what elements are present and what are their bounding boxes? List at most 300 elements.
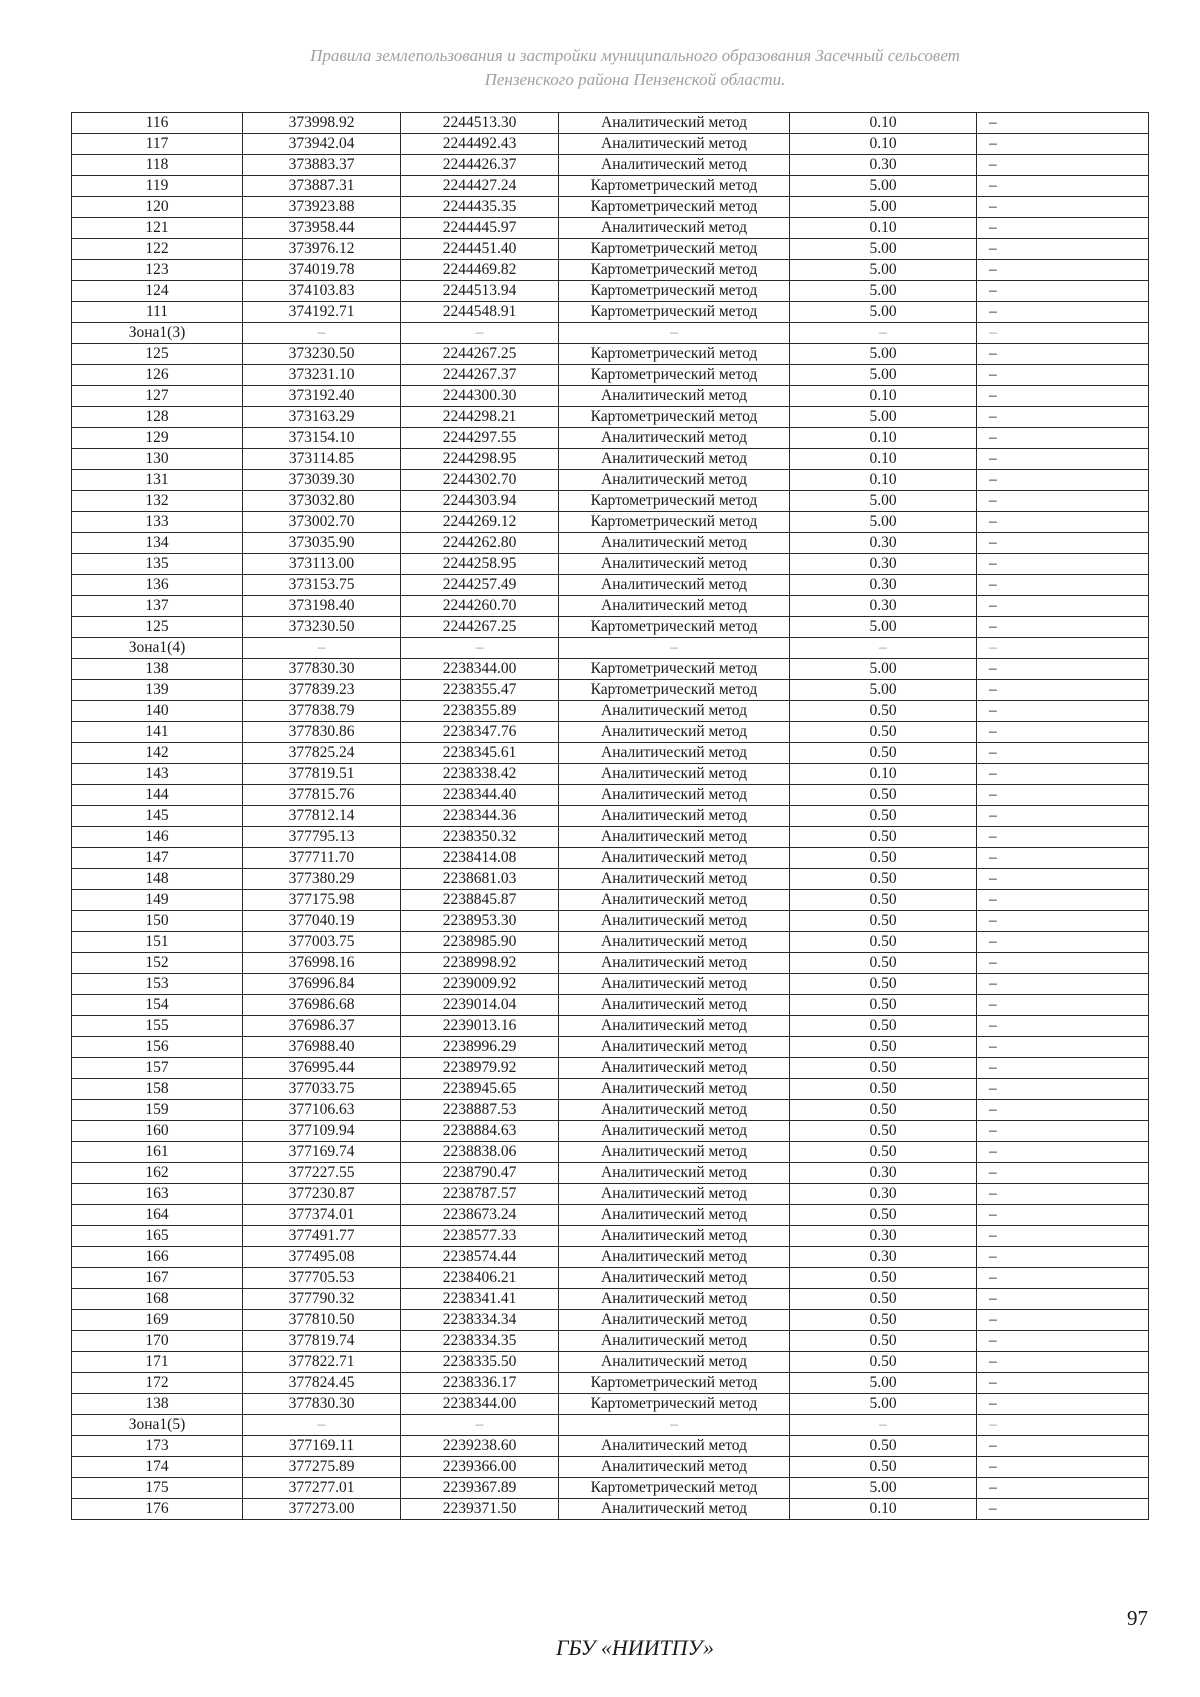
method-cell: Аналитический метод <box>559 1058 790 1079</box>
table-row <box>72 176 1149 197</box>
description-cell: – <box>977 1016 1149 1037</box>
table-row <box>72 344 1149 365</box>
x-coordinate-cell: 377810.50 <box>243 1310 401 1331</box>
accuracy-cell: 0.30 <box>790 1226 977 1247</box>
point-number-cell: 118 <box>72 155 243 176</box>
y-coordinate-cell: 2244258.95 <box>401 554 559 575</box>
point-number-cell: 164 <box>72 1205 243 1226</box>
description-cell: – <box>977 764 1149 785</box>
method-cell: Аналитический метод <box>559 722 790 743</box>
y-coordinate-cell: 2238334.35 <box>401 1331 559 1352</box>
x-coordinate-cell: 373192.40 <box>243 386 401 407</box>
description-cell: – <box>977 113 1149 134</box>
x-coordinate-cell: 373883.37 <box>243 155 401 176</box>
table-row <box>72 1436 1149 1457</box>
x-coordinate-cell: 373887.31 <box>243 176 401 197</box>
x-coordinate-cell: 377795.13 <box>243 827 401 848</box>
point-number-cell: 153 <box>72 974 243 995</box>
table-row <box>72 1037 1149 1058</box>
y-coordinate-cell: 2238787.57 <box>401 1184 559 1205</box>
y-coordinate-cell: – <box>401 323 559 344</box>
accuracy-cell: 0.50 <box>790 1205 977 1226</box>
description-cell: – <box>977 953 1149 974</box>
method-cell: Картометрический метод <box>559 491 790 512</box>
table-row <box>72 995 1149 1016</box>
description-cell: – <box>977 554 1149 575</box>
x-coordinate-cell: 373923.88 <box>243 197 401 218</box>
x-coordinate-cell: 373114.85 <box>243 449 401 470</box>
accuracy-cell: 0.50 <box>790 953 977 974</box>
table-row <box>72 1100 1149 1121</box>
y-coordinate-cell: 2244302.70 <box>401 470 559 491</box>
point-number-cell: 127 <box>72 386 243 407</box>
method-cell: Аналитический метод <box>559 218 790 239</box>
point-number-cell: 122 <box>72 239 243 260</box>
method-cell: Аналитический метод <box>559 1310 790 1331</box>
x-coordinate-cell: – <box>243 323 401 344</box>
table-row <box>72 1331 1149 1352</box>
x-coordinate-cell: 377491.77 <box>243 1226 401 1247</box>
table-row <box>72 659 1149 680</box>
description-cell: – <box>977 659 1149 680</box>
table-row <box>72 575 1149 596</box>
description-cell: – <box>977 1184 1149 1205</box>
description-cell: – <box>977 197 1149 218</box>
table-row <box>72 470 1149 491</box>
table-row <box>72 1247 1149 1268</box>
table-row <box>72 134 1149 155</box>
y-coordinate-cell: 2244435.35 <box>401 197 559 218</box>
accuracy-cell: 0.30 <box>790 554 977 575</box>
accuracy-cell: 0.50 <box>790 1079 977 1100</box>
method-cell: Картометрический метод <box>559 512 790 533</box>
y-coordinate-cell: 2238355.47 <box>401 680 559 701</box>
description-cell: – <box>977 1499 1149 1520</box>
accuracy-cell: 0.10 <box>790 134 977 155</box>
point-number-cell: 143 <box>72 764 243 785</box>
x-coordinate-cell: 377169.74 <box>243 1142 401 1163</box>
x-coordinate-cell: 377040.19 <box>243 911 401 932</box>
point-number-cell: 135 <box>72 554 243 575</box>
zone-header-row <box>72 323 1149 344</box>
point-number-cell: 158 <box>72 1079 243 1100</box>
accuracy-cell: 0.50 <box>790 1100 977 1121</box>
accuracy-cell: – <box>790 323 977 344</box>
y-coordinate-cell: 2244267.37 <box>401 365 559 386</box>
table-row <box>72 848 1149 869</box>
description-cell: – <box>977 155 1149 176</box>
point-number-cell: 149 <box>72 890 243 911</box>
accuracy-cell: 5.00 <box>790 344 977 365</box>
description-cell: – <box>977 701 1149 722</box>
description-cell: – <box>977 1079 1149 1100</box>
description-cell: – <box>977 1331 1149 1352</box>
description-cell: – <box>977 890 1149 911</box>
accuracy-cell: 0.10 <box>790 386 977 407</box>
document-footer: ГБУ «НИИТПУ» <box>555 1635 715 1660</box>
y-coordinate-cell: 2244300.30 <box>401 386 559 407</box>
point-number-cell: 133 <box>72 512 243 533</box>
y-coordinate-cell: 2244298.95 <box>401 449 559 470</box>
accuracy-cell: 0.50 <box>790 701 977 722</box>
point-number-cell: 161 <box>72 1142 243 1163</box>
point-number-cell: 124 <box>72 281 243 302</box>
point-number-cell: 162 <box>72 1163 243 1184</box>
method-cell: Аналитический метод <box>559 134 790 155</box>
coordinates-table-body <box>72 113 1149 1520</box>
point-number-cell: 128 <box>72 407 243 428</box>
method-cell: Аналитический метод <box>559 1205 790 1226</box>
table-row <box>72 302 1149 323</box>
point-number-cell: 150 <box>72 911 243 932</box>
method-cell: Картометрический метод <box>559 344 790 365</box>
accuracy-cell: 0.30 <box>790 155 977 176</box>
point-number-cell: 169 <box>72 1310 243 1331</box>
table-row <box>72 239 1149 260</box>
accuracy-cell: 0.50 <box>790 785 977 806</box>
x-coordinate-cell: 374019.78 <box>243 260 401 281</box>
method-cell: Аналитический метод <box>559 995 790 1016</box>
x-coordinate-cell: 373942.04 <box>243 134 401 155</box>
point-number-cell: 173 <box>72 1436 243 1457</box>
method-cell: Аналитический метод <box>559 953 790 974</box>
accuracy-cell: 0.10 <box>790 218 977 239</box>
x-coordinate-cell: 377169.11 <box>243 1436 401 1457</box>
y-coordinate-cell: 2244513.30 <box>401 113 559 134</box>
point-number-cell: 144 <box>72 785 243 806</box>
point-number-cell: 159 <box>72 1100 243 1121</box>
description-cell: – <box>977 785 1149 806</box>
description-cell: – <box>977 1121 1149 1142</box>
description-cell: – <box>977 932 1149 953</box>
y-coordinate-cell: 2244469.82 <box>401 260 559 281</box>
method-cell: – <box>559 1415 790 1436</box>
x-coordinate-cell: 377815.76 <box>243 785 401 806</box>
accuracy-cell: 0.50 <box>790 1121 977 1142</box>
table-row <box>72 365 1149 386</box>
description-cell: – <box>977 260 1149 281</box>
method-cell: Аналитический метод <box>559 1100 790 1121</box>
y-coordinate-cell: 2239367.89 <box>401 1478 559 1499</box>
description-cell: – <box>977 239 1149 260</box>
point-number-cell: Зона1(5) <box>72 1415 243 1436</box>
x-coordinate-cell: 373154.10 <box>243 428 401 449</box>
accuracy-cell: 5.00 <box>790 617 977 638</box>
table-row <box>72 1394 1149 1415</box>
table-row <box>72 1373 1149 1394</box>
method-cell: Аналитический метод <box>559 1247 790 1268</box>
y-coordinate-cell: 2239238.60 <box>401 1436 559 1457</box>
x-coordinate-cell: 376995.44 <box>243 1058 401 1079</box>
method-cell: Аналитический метод <box>559 1289 790 1310</box>
accuracy-cell: 0.30 <box>790 596 977 617</box>
y-coordinate-cell: 2239009.92 <box>401 974 559 995</box>
point-number-cell: 139 <box>72 680 243 701</box>
x-coordinate-cell: 377819.74 <box>243 1331 401 1352</box>
y-coordinate-cell: 2244260.70 <box>401 596 559 617</box>
description-cell: – <box>977 428 1149 449</box>
point-number-cell: 165 <box>72 1226 243 1247</box>
description-cell: – <box>977 722 1149 743</box>
y-coordinate-cell: 2238574.44 <box>401 1247 559 1268</box>
accuracy-cell: 0.50 <box>790 1289 977 1310</box>
table-row <box>72 386 1149 407</box>
x-coordinate-cell: 377003.75 <box>243 932 401 953</box>
description-cell: – <box>977 1373 1149 1394</box>
method-cell: Аналитический метод <box>559 1142 790 1163</box>
point-number-cell: 140 <box>72 701 243 722</box>
description-cell: – <box>977 407 1149 428</box>
x-coordinate-cell: 373976.12 <box>243 239 401 260</box>
accuracy-cell: 0.10 <box>790 1499 977 1520</box>
table-row <box>72 218 1149 239</box>
table-row <box>72 911 1149 932</box>
y-coordinate-cell: 2244303.94 <box>401 491 559 512</box>
point-number-cell: 116 <box>72 113 243 134</box>
description-cell: – <box>977 1268 1149 1289</box>
y-coordinate-cell: 2238985.90 <box>401 932 559 953</box>
y-coordinate-cell: 2239014.04 <box>401 995 559 1016</box>
y-coordinate-cell: 2244257.49 <box>401 575 559 596</box>
point-number-cell: 172 <box>72 1373 243 1394</box>
point-number-cell: 155 <box>72 1016 243 1037</box>
point-number-cell: 119 <box>72 176 243 197</box>
coordinates-table <box>71 112 1149 1520</box>
y-coordinate-cell: 2244492.43 <box>401 134 559 155</box>
y-coordinate-cell: 2239013.16 <box>401 1016 559 1037</box>
description-cell: – <box>977 1205 1149 1226</box>
x-coordinate-cell: 377033.75 <box>243 1079 401 1100</box>
y-coordinate-cell: 2238979.92 <box>401 1058 559 1079</box>
x-coordinate-cell: 377830.30 <box>243 659 401 680</box>
header-line-1: Правила землепользования и застройки муниципального образования Засечный сельсовет <box>310 46 960 65</box>
table-row <box>72 743 1149 764</box>
y-coordinate-cell: 2244262.80 <box>401 533 559 554</box>
x-coordinate-cell: 377380.29 <box>243 869 401 890</box>
point-number-cell: 147 <box>72 848 243 869</box>
y-coordinate-cell: 2238344.40 <box>401 785 559 806</box>
accuracy-cell: 0.50 <box>790 1457 977 1478</box>
description-cell: – <box>977 638 1149 659</box>
table-row <box>72 554 1149 575</box>
method-cell: Аналитический метод <box>559 470 790 491</box>
description-cell: – <box>977 491 1149 512</box>
description-cell: – <box>977 1415 1149 1436</box>
method-cell: Аналитический метод <box>559 386 790 407</box>
y-coordinate-cell: 2238344.36 <box>401 806 559 827</box>
accuracy-cell: 0.50 <box>790 1310 977 1331</box>
method-cell: Аналитический метод <box>559 932 790 953</box>
description-cell: – <box>977 1352 1149 1373</box>
point-number-cell: 152 <box>72 953 243 974</box>
table-row <box>72 1058 1149 1079</box>
table-row <box>72 533 1149 554</box>
y-coordinate-cell: 2244297.55 <box>401 428 559 449</box>
method-cell: Картометрический метод <box>559 1478 790 1499</box>
accuracy-cell: 5.00 <box>790 1394 977 1415</box>
y-coordinate-cell: 2238347.76 <box>401 722 559 743</box>
x-coordinate-cell: 377839.23 <box>243 680 401 701</box>
method-cell: Аналитический метод <box>559 1016 790 1037</box>
description-cell: – <box>977 974 1149 995</box>
y-coordinate-cell: 2239366.00 <box>401 1457 559 1478</box>
description-cell: – <box>977 386 1149 407</box>
y-coordinate-cell: 2244427.24 <box>401 176 559 197</box>
accuracy-cell: 5.00 <box>790 281 977 302</box>
y-coordinate-cell: 2238845.87 <box>401 890 559 911</box>
point-number-cell: 167 <box>72 1268 243 1289</box>
x-coordinate-cell: 373198.40 <box>243 596 401 617</box>
point-number-cell: 146 <box>72 827 243 848</box>
y-coordinate-cell: 2244513.94 <box>401 281 559 302</box>
x-coordinate-cell: 377819.51 <box>243 764 401 785</box>
accuracy-cell: 5.00 <box>790 512 977 533</box>
point-number-cell: 141 <box>72 722 243 743</box>
description-cell: – <box>977 1142 1149 1163</box>
accuracy-cell: 0.50 <box>790 869 977 890</box>
method-cell: Картометрический метод <box>559 617 790 638</box>
description-cell: – <box>977 176 1149 197</box>
point-number-cell: 131 <box>72 470 243 491</box>
point-number-cell: 123 <box>72 260 243 281</box>
description-cell: – <box>977 344 1149 365</box>
method-cell: Аналитический метод <box>559 1121 790 1142</box>
method-cell: Аналитический метод <box>559 827 790 848</box>
x-coordinate-cell: 373032.80 <box>243 491 401 512</box>
zone-header-row <box>72 1415 1149 1436</box>
x-coordinate-cell: 377838.79 <box>243 701 401 722</box>
table-row <box>72 1457 1149 1478</box>
description-cell: – <box>977 1289 1149 1310</box>
accuracy-cell: 0.10 <box>790 113 977 134</box>
accuracy-cell: 5.00 <box>790 260 977 281</box>
table-row <box>72 197 1149 218</box>
accuracy-cell: 0.10 <box>790 470 977 491</box>
method-cell: Аналитический метод <box>559 596 790 617</box>
x-coordinate-cell: 377830.86 <box>243 722 401 743</box>
accuracy-cell: 0.50 <box>790 1331 977 1352</box>
description-cell: – <box>977 806 1149 827</box>
description-cell: – <box>977 680 1149 701</box>
table-row <box>72 806 1149 827</box>
method-cell: – <box>559 323 790 344</box>
accuracy-cell: 5.00 <box>790 407 977 428</box>
description-cell: – <box>977 470 1149 491</box>
x-coordinate-cell: 373998.92 <box>243 113 401 134</box>
x-coordinate-cell: 373035.90 <box>243 533 401 554</box>
method-cell: Аналитический метод <box>559 1163 790 1184</box>
y-coordinate-cell: 2238335.50 <box>401 1352 559 1373</box>
description-cell: – <box>977 743 1149 764</box>
y-coordinate-cell: 2238887.53 <box>401 1100 559 1121</box>
y-coordinate-cell: 2238336.17 <box>401 1373 559 1394</box>
y-coordinate-cell: 2238350.32 <box>401 827 559 848</box>
accuracy-cell: 0.50 <box>790 1016 977 1037</box>
x-coordinate-cell: 377277.01 <box>243 1478 401 1499</box>
accuracy-cell: 0.30 <box>790 575 977 596</box>
description-cell: – <box>977 575 1149 596</box>
method-cell: Аналитический метод <box>559 974 790 995</box>
method-cell: Аналитический метод <box>559 785 790 806</box>
table-row <box>72 596 1149 617</box>
x-coordinate-cell: 377273.00 <box>243 1499 401 1520</box>
accuracy-cell: 0.50 <box>790 806 977 827</box>
x-coordinate-cell: 377824.45 <box>243 1373 401 1394</box>
description-cell: – <box>977 1100 1149 1121</box>
description-cell: – <box>977 1226 1149 1247</box>
point-number-cell: 130 <box>72 449 243 470</box>
x-coordinate-cell: 377106.63 <box>243 1100 401 1121</box>
table-row <box>72 1121 1149 1142</box>
x-coordinate-cell: 377705.53 <box>243 1268 401 1289</box>
description-cell: – <box>977 596 1149 617</box>
table-row <box>72 1352 1149 1373</box>
table-row <box>72 407 1149 428</box>
point-number-cell: 175 <box>72 1478 243 1499</box>
x-coordinate-cell: 376988.40 <box>243 1037 401 1058</box>
method-cell: Аналитический метод <box>559 428 790 449</box>
x-coordinate-cell: 377812.14 <box>243 806 401 827</box>
method-cell: Аналитический метод <box>559 1457 790 1478</box>
point-number-cell: 168 <box>72 1289 243 1310</box>
table-row <box>72 1226 1149 1247</box>
description-cell: – <box>977 449 1149 470</box>
x-coordinate-cell: 373153.75 <box>243 575 401 596</box>
method-cell: Аналитический метод <box>559 1037 790 1058</box>
y-coordinate-cell: 2238790.47 <box>401 1163 559 1184</box>
accuracy-cell: 0.50 <box>790 722 977 743</box>
point-number-cell: 176 <box>72 1499 243 1520</box>
table-row <box>72 890 1149 911</box>
method-cell: Аналитический метод <box>559 575 790 596</box>
y-coordinate-cell: 2238998.92 <box>401 953 559 974</box>
y-coordinate-cell: 2244548.91 <box>401 302 559 323</box>
x-coordinate-cell: 373230.50 <box>243 344 401 365</box>
x-coordinate-cell: 377790.32 <box>243 1289 401 1310</box>
method-cell: Аналитический метод <box>559 848 790 869</box>
y-coordinate-cell: 2238344.00 <box>401 1394 559 1415</box>
table-row <box>72 764 1149 785</box>
table-row <box>72 155 1149 176</box>
description-cell: – <box>977 1058 1149 1079</box>
table-row <box>72 281 1149 302</box>
table-row <box>72 1163 1149 1184</box>
accuracy-cell: – <box>790 1415 977 1436</box>
table-row <box>72 1478 1149 1499</box>
description-cell: – <box>977 911 1149 932</box>
point-number-cell: Зона1(4) <box>72 638 243 659</box>
table-row <box>72 680 1149 701</box>
description-cell: – <box>977 1478 1149 1499</box>
description-cell: – <box>977 1394 1149 1415</box>
method-cell: Картометрический метод <box>559 176 790 197</box>
point-number-cell: 138 <box>72 1394 243 1415</box>
x-coordinate-cell: 377109.94 <box>243 1121 401 1142</box>
point-number-cell: 156 <box>72 1037 243 1058</box>
point-number-cell: 170 <box>72 1331 243 1352</box>
accuracy-cell: 0.30 <box>790 1184 977 1205</box>
accuracy-cell: 0.10 <box>790 449 977 470</box>
y-coordinate-cell: – <box>401 1415 559 1436</box>
x-coordinate-cell: 377227.55 <box>243 1163 401 1184</box>
y-coordinate-cell: – <box>401 638 559 659</box>
method-cell: Аналитический метод <box>559 113 790 134</box>
point-number-cell: 166 <box>72 1247 243 1268</box>
x-coordinate-cell: 377275.89 <box>243 1457 401 1478</box>
method-cell: Аналитический метод <box>559 533 790 554</box>
accuracy-cell: 5.00 <box>790 491 977 512</box>
accuracy-cell: 0.50 <box>790 995 977 1016</box>
